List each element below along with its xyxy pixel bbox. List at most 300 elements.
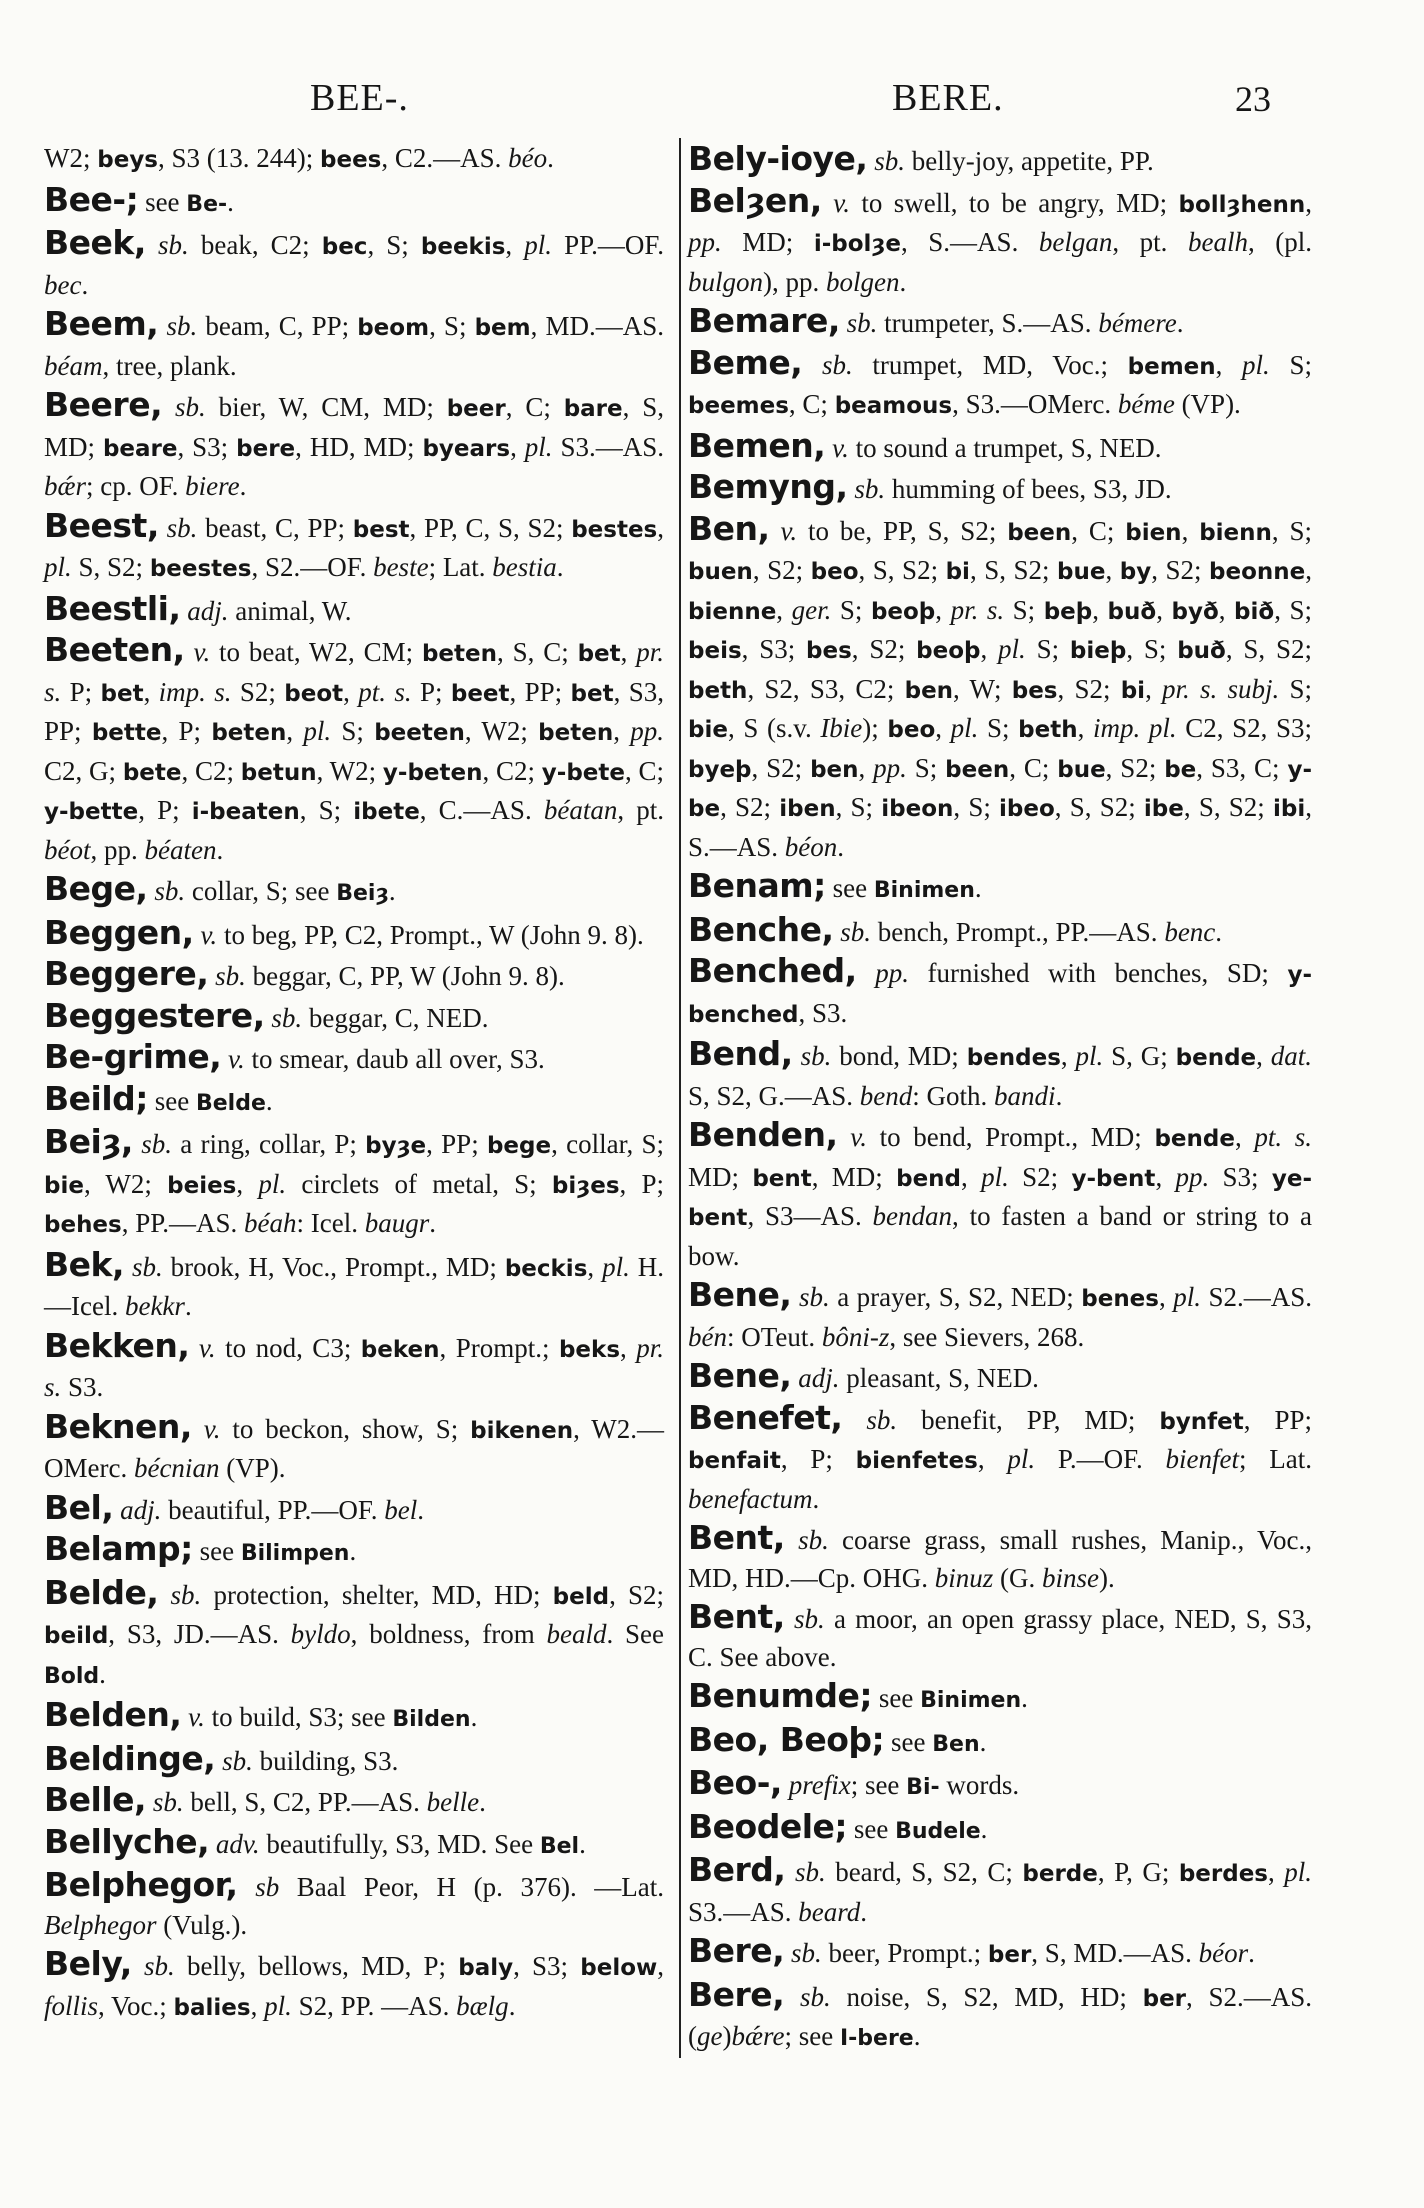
variant-form: ber	[1142, 1985, 1187, 2012]
headword: Belphegor,	[44, 1865, 238, 1904]
variant-form: bemen	[1127, 353, 1216, 380]
italic-text: pl.	[303, 716, 332, 746]
entry-definition: adj. animal, W.	[187, 595, 352, 626]
variant-form: berde	[1022, 1861, 1098, 1887]
headword: Belde,	[44, 1572, 159, 1612]
italic-text: bǽre	[731, 2021, 785, 2051]
dictionary-entry	[44, 1327, 664, 1407]
variant-form: beekis	[420, 234, 506, 260]
entry-definition: sb. bond, MD; bendes, pl. S, G; bende, dat. S, S2, G.—AS. bend: Goth. bandi.	[688, 1041, 1313, 1111]
variant-form: beld	[552, 1583, 610, 1610]
italic-text: béor	[1198, 1938, 1249, 1968]
cross-reference: Bilden	[392, 1707, 471, 1732]
headword: Belden,	[44, 1695, 182, 1734]
dictionary-entry	[688, 1035, 1312, 1115]
dictionary-entry	[688, 140, 1312, 181]
italic-text: beald	[546, 1619, 607, 1649]
italic-text: bec	[44, 269, 82, 300]
italic-text: sb.	[158, 230, 189, 260]
entry-definition: sb. a ring, collar, P; byȝe, PP; bege, collar, S; bie, W2; beies, pl. circlets of metal, S; biȝes, P; behes, PP.—AS. béah: Icel. baugr.	[44, 1129, 665, 1238]
entry-definition: see Belde.	[147, 1085, 273, 1116]
variant-form: buen	[688, 559, 753, 585]
italic-text: bienfet	[1165, 1444, 1239, 1474]
variant-form: benfait	[688, 1448, 781, 1474]
cross-reference: Binimen	[920, 1688, 1022, 1713]
cross-reference: Ben	[932, 1731, 980, 1757]
italic-text: v.	[203, 1413, 221, 1444]
cross-reference: Bel	[539, 1833, 580, 1859]
variant-form: been	[945, 756, 1010, 783]
entry-definition: v. to sound a trumpet, S, NED.	[832, 432, 1162, 463]
variant-form: bet	[100, 680, 144, 707]
dictionary-entry	[44, 631, 664, 869]
italic-text: imp. s.	[158, 676, 232, 707]
italic-text: belgan	[1038, 227, 1113, 257]
variant-form: beks	[558, 1336, 621, 1363]
italic-text: sb.	[174, 392, 206, 422]
italic-text: pl.	[998, 634, 1026, 664]
cross-reference: Budele	[895, 1818, 981, 1844]
variant-form: beare	[102, 435, 178, 462]
variant-form: below	[580, 1955, 658, 1981]
headword: Beggen,	[44, 912, 194, 952]
italic-text: v.	[780, 515, 798, 546]
entry-definition: sb. beak, C2; bec, S; beekis, pl. PP.—OF. bec.	[44, 230, 665, 300]
variant-form: ye-bent	[688, 1165, 1312, 1231]
italic-text: sb.	[794, 1857, 826, 1887]
variant-form: beken	[360, 1336, 440, 1363]
dictionary-entry	[44, 955, 664, 996]
entry-definition: sb. trumpet, MD, Voc.; bemen, pl. S; beemes, C; beamous, S3.—OMerc. béme (VP).	[688, 349, 1312, 419]
column-divider	[679, 138, 681, 2058]
italic-text: bén	[688, 1321, 727, 1352]
variant-form: bendes	[966, 1045, 1061, 1071]
italic-text: sb.	[166, 512, 198, 543]
headword: Bely,	[44, 1944, 132, 1983]
italic-text: pl.	[44, 552, 72, 582]
headword: Bekken,	[44, 1325, 190, 1365]
dictionary-entry	[44, 1945, 664, 2027]
right-column	[688, 140, 1312, 2059]
entry-definition: sb. a prayer, S, S2, NED; benes, pl. S2.—AS. bén: OTeut. bôni-z, see Sievers, 268.	[688, 1282, 1312, 1352]
italic-text: sb.	[166, 311, 198, 341]
variant-form: bue	[1057, 756, 1106, 783]
italic-text: sb.	[222, 1745, 253, 1776]
cross-reference: Bilimpen	[240, 1541, 350, 1566]
dictionary-entry	[688, 1808, 1312, 1851]
italic-text: pl.	[524, 431, 553, 462]
dictionary-entry	[44, 870, 664, 913]
variant-form: bienfetes	[855, 1448, 978, 1474]
italic-text: pl.	[1284, 1857, 1312, 1887]
dictionary-entry	[688, 1851, 1312, 1931]
italic-text: pp.	[1175, 1161, 1210, 1192]
italic-text: v.	[200, 919, 218, 950]
dictionary-entry	[44, 181, 664, 224]
dictionary-entry	[688, 1357, 1312, 1398]
dictionary-entry	[44, 1696, 664, 1739]
variant-form: bienne	[688, 598, 777, 625]
italic-text: sb.	[854, 474, 886, 504]
italic-text: bǽr	[44, 471, 87, 501]
variant-form: bi	[1120, 677, 1146, 704]
variant-form: beys	[97, 147, 158, 173]
variant-form: beth	[688, 677, 748, 704]
headword: Beo, Beoþ;	[688, 1719, 885, 1759]
headword: Belamp;	[44, 1529, 193, 1568]
italic-text: pl.	[1007, 1444, 1036, 1474]
headword: Bely-ioye,	[688, 139, 868, 178]
variant-form: bere	[236, 435, 296, 462]
dictionary-entry	[44, 997, 664, 1038]
dictionary-entry	[688, 1399, 1312, 1519]
dictionary-entry	[688, 344, 1312, 426]
variant-form: benes	[1081, 1286, 1159, 1312]
headword: Beeten,	[44, 630, 185, 669]
variant-form: ibeon	[881, 796, 954, 822]
entry-definition: sb. belly, bellows, MD, P; baly, S3; below, follis, Voc.; balies, pl. S2, PP. —AS. bælg.	[44, 1951, 664, 2021]
variant-form: y-beten	[382, 759, 483, 786]
italic-text: sb.	[874, 146, 905, 176]
entry-definition: sb. benefit, PP, MD; bynfet, PP; benfait, P; bienfetes, pl. P.—OF. bienfet; Lat. benefactum.	[688, 1404, 1312, 1514]
variant-form: bið	[1234, 598, 1275, 625]
entry-definition: see Bilimpen.	[192, 1536, 357, 1566]
variant-form: bende	[1154, 1126, 1235, 1152]
variant-form: ibete	[353, 799, 420, 825]
variant-form: buð	[1177, 638, 1226, 664]
headword: Berd,	[688, 1850, 786, 1889]
variant-form: beo	[810, 559, 859, 585]
headword: Benden,	[688, 1115, 838, 1154]
dictionary-entry	[44, 1246, 664, 1326]
italic-text: pp.	[875, 958, 909, 988]
italic-text: sb.	[798, 1282, 830, 1312]
italic-text: béam	[44, 350, 103, 381]
italic-text: bel	[384, 1494, 418, 1525]
italic-text: adj.	[187, 595, 229, 626]
italic-text: sb.	[794, 1604, 825, 1634]
variant-form: bem	[474, 315, 531, 341]
headword: Beme,	[688, 342, 803, 382]
dictionary-entry	[688, 1976, 1312, 2058]
variant-form: byeþ	[688, 756, 752, 783]
entry-definition: v. to be, PP, S, S2; been, C; bien, bienn, S; buen, S2; beo, S, S2; bi, S, S2; bue, by, S2; beonne, bienne, ger. S; beoþ, pr. s. S; beþ, buð, byð, bið, S; beis, S3; bes, S2; beoþ, pl. S; bieþ, S; buð, S, S2; beth, S2, S3, C2; ben, W; bes, S2; bi, pr. s. subj. S; bie, S (s.v. Ibie); beo, pl. S; beth, imp. pl. C2, S2, S3; byeþ, S2; ben, pp. S; been, C; bue, S2; be, S3, C; y-be, S2; iben, S; ibeon, S; ibeo, S, S2; ibe, S, S2; ibi, S.—AS. béon.	[688, 515, 1313, 862]
entry-definition: sb. beam, C, PP; beom, S; bem, MD.—AS. béam, tree, plank.	[44, 311, 664, 381]
italic-text: bælg	[456, 1990, 509, 2021]
headword: Benche,	[688, 909, 834, 949]
headword: Bere,	[688, 1974, 785, 2014]
page-number: 23	[1235, 79, 1271, 119]
italic-text: béah	[244, 1208, 297, 1238]
entry-definition: sb. a moor, an open grassy place, NED, S, S3, C. See above.	[688, 1604, 1313, 1672]
headword: Beggestere,	[44, 995, 265, 1035]
variant-form: beth	[1018, 717, 1078, 743]
italic-text: adj.	[798, 1363, 840, 1393]
entry-definition: see Binimen.	[872, 1683, 1028, 1713]
variant-form: beþ	[1043, 598, 1093, 625]
headword: Bere,	[688, 1931, 785, 1970]
headword: Belȝen,	[688, 180, 822, 220]
italic-text: sb.	[271, 1002, 303, 1033]
italic-text: sb.	[131, 1251, 163, 1282]
italic-text: pl.	[258, 1168, 287, 1199]
italic-text: pl.	[1242, 349, 1270, 380]
variant-form: bec	[321, 234, 368, 260]
headword: Beek,	[44, 223, 146, 262]
headword: Bent,	[688, 1518, 785, 1557]
italic-text: pl.	[950, 713, 979, 743]
headword: Beggere,	[44, 954, 209, 993]
italic-text: prefix	[788, 1770, 851, 1800]
italic-text: pt. s.	[358, 676, 412, 707]
variant-form: beild	[44, 1623, 109, 1649]
variant-form: ibe	[1143, 796, 1184, 822]
variant-form: bend	[896, 1165, 962, 1192]
italic-text: sb.	[154, 876, 186, 906]
italic-text: sb.	[846, 308, 878, 338]
entry-definition: sb. beer, Prompt.; ber, S, MD.—AS. béor.	[790, 1938, 1255, 1968]
dictionary-entry	[44, 1080, 664, 1123]
variant-form: bes	[1011, 677, 1058, 704]
entry-definition: see Ben.	[884, 1726, 987, 1757]
variant-form: i-bolȝe	[813, 231, 901, 257]
headword: Benumde;	[688, 1676, 873, 1715]
entry-definition: sb. brook, H, Voc., Prompt., MD; beckis, pl. H.—Icel. bekkr.	[44, 1251, 665, 1321]
entry-definition: v. to nod, C3; beken, Prompt.; beks, pr. s. S3.	[44, 1332, 665, 1402]
entry-definition: v. to beckon, show, S; bikenen, W2.—OMerc. bécnian (VP).	[44, 1413, 665, 1483]
entry-definition: see Be-.	[138, 186, 234, 217]
italic-text: pl.	[264, 1990, 292, 2021]
variant-form: bestes	[571, 516, 658, 543]
dictionary-entry	[44, 386, 664, 506]
italic-text: imp. pl.	[1092, 713, 1177, 743]
italic-text: bestia	[492, 552, 557, 582]
entry-definition: W2; beys, S3 (13. 244); bees, C2.—AS. béo.	[44, 143, 554, 173]
entry-definition: sb. beast, C, PP; best, PP, C, S, S2; bestes, pl. S, S2; beestes, S2.—OF. beste; Lat. bestia.	[44, 512, 664, 582]
italic-text: béo	[508, 143, 548, 173]
headword: Belle,	[44, 1780, 147, 1819]
variant-form: ibi	[1273, 796, 1306, 822]
italic-text: bekkr	[124, 1291, 185, 1321]
variant-form: bet	[570, 680, 614, 707]
variant-form: beet	[450, 680, 510, 707]
dictionary-entry	[44, 1408, 664, 1488]
cross-reference: Beiȝ	[336, 881, 389, 906]
variant-form: betun	[240, 759, 317, 786]
italic-text: sb.	[822, 349, 853, 380]
cross-reference: I-bere	[839, 2026, 914, 2051]
cross-reference: Belde	[195, 1090, 266, 1116]
dictionary-entry	[688, 1598, 1312, 1676]
variant-form: bie	[688, 717, 728, 743]
italic-text: bôni-z	[821, 1321, 890, 1352]
italic-text: dat.	[1270, 1041, 1313, 1071]
italic-text: v.	[833, 187, 850, 218]
italic-text: pp.	[688, 227, 722, 257]
dictionary-entry	[688, 468, 1312, 509]
variant-form: beten	[421, 641, 497, 667]
dictionary-entry	[44, 1123, 664, 1245]
italic-text: binuz	[934, 1562, 994, 1593]
italic-text: bémere	[1098, 308, 1177, 338]
italic-text: bolgen	[826, 266, 900, 297]
italic-text: sb.	[790, 1938, 822, 1968]
headword: Beodele;	[688, 1806, 848, 1846]
variant-form: beamous	[834, 393, 953, 419]
dictionary-entry	[44, 1781, 664, 1822]
dictionary-entry	[688, 867, 1312, 910]
variant-form: bent	[752, 1165, 812, 1192]
variant-form: y-bete	[541, 759, 625, 786]
variant-form: bienn	[1199, 519, 1272, 546]
variant-form: beo	[887, 717, 936, 743]
variant-form: byears	[422, 435, 511, 462]
italic-text: sb.	[152, 1787, 184, 1817]
italic-text: Ibie	[820, 713, 863, 743]
variant-form: beom	[357, 315, 430, 341]
italic-text: Belphegor	[44, 1909, 157, 1940]
running-head-right: BERE.	[892, 77, 1004, 119]
italic-text: béme	[1117, 389, 1175, 419]
dictionary-entry	[688, 510, 1312, 867]
italic-text: pl.	[602, 1251, 630, 1282]
entry-definition: pp. furnished with benches, SD; y-benched, S3.	[688, 958, 1312, 1028]
italic-text: sb.	[866, 1404, 898, 1435]
italic-text: béaten	[144, 834, 217, 865]
italic-text: sb	[255, 1872, 280, 1902]
variant-form: iben	[779, 796, 836, 822]
italic-text: sb.	[798, 1525, 829, 1555]
dictionary-entry	[44, 590, 664, 631]
dictionary-entry	[44, 224, 664, 304]
entry-definition: v. to beg, PP, C2, Prompt., W (John 9. 8).	[200, 919, 644, 950]
headword: Bel,	[44, 1487, 114, 1527]
entry-definition: see Binimen.	[825, 873, 982, 903]
italic-text: v.	[193, 637, 211, 667]
entry-definition: sb Baal Peor, H (p. 376). —Lat. Belphegor (Vulg.).	[44, 1872, 664, 1940]
variant-form: y-bent	[1071, 1165, 1156, 1192]
variant-form: bare	[563, 396, 623, 422]
variant-form: best	[352, 516, 410, 543]
italic-text: baugr	[364, 1208, 430, 1238]
entry-definition: adv. beautifully, S3, MD. See Bel.	[215, 1828, 586, 1859]
italic-text: bendan	[872, 1201, 953, 1231]
italic-text: follis	[44, 1990, 99, 2021]
dictionary-entry	[688, 302, 1312, 343]
variant-form: ben	[904, 677, 954, 704]
italic-text: belle	[426, 1787, 480, 1817]
italic-text: ge	[697, 2021, 723, 2051]
dictionary-entry	[44, 1866, 664, 1944]
entry-definition: sb. belly-joy, appetite, PP.	[874, 146, 1154, 176]
dictionary-entry	[44, 1823, 664, 1866]
entry-definition: sb. bell, S, C2, PP.—AS. belle.	[152, 1787, 486, 1817]
italic-text: sb.	[840, 916, 872, 947]
italic-text: pl.	[1173, 1282, 1201, 1312]
dictionary-entry	[688, 427, 1312, 468]
variant-form: byð	[1171, 598, 1219, 625]
variant-form: beer	[446, 396, 506, 422]
headword: Bene,	[688, 1356, 792, 1395]
italic-text: sb.	[144, 1951, 175, 1981]
headword: Benam;	[688, 866, 826, 905]
entry-definition: sb. noise, S, S2, MD, HD; ber, S2.—AS. (ge)bǽre; see I-bere.	[688, 1981, 1313, 2051]
italic-text: v.	[850, 1122, 867, 1152]
headword: Beest,	[44, 505, 159, 545]
variant-form: beten	[538, 720, 614, 746]
headword: Beo-,	[688, 1763, 782, 1802]
entry-definition: sb. coarse grass, small rushes, Manip., Voc., MD, HD.—Cp. OHG. binuz (G. binse).	[688, 1525, 1313, 1593]
italic-text: pl.	[1075, 1041, 1104, 1071]
variant-form: beies	[167, 1172, 237, 1199]
italic-text: bealh	[1187, 227, 1248, 257]
variant-form: beis	[688, 638, 742, 664]
entry-definition: sb. building, S3.	[222, 1745, 399, 1776]
headword: Beestli,	[44, 588, 181, 628]
variant-form: beoþ	[870, 598, 936, 625]
variant-form: beten	[211, 720, 287, 746]
italic-text: bandi	[994, 1080, 1056, 1111]
entry-definition: sb. collar, S; see Beiȝ.	[154, 876, 396, 906]
dictionary-entry	[688, 1519, 1312, 1597]
italic-text: adj.	[120, 1494, 162, 1525]
variant-form: bie	[44, 1172, 84, 1199]
headword: Beldinge,	[44, 1738, 216, 1778]
italic-text: sb.	[170, 1579, 202, 1610]
entry-definition: v. to smear, daub all over, S3.	[228, 1044, 545, 1074]
cross-reference: Bi-	[906, 1775, 940, 1800]
variant-form: beot	[284, 680, 344, 707]
italic-text: adv.	[215, 1828, 260, 1859]
left-column	[44, 140, 664, 2028]
dictionary-entry	[688, 911, 1312, 952]
italic-text: biere	[185, 471, 240, 501]
entry-definition: v. to beat, W2, CM; beten, S, C; bet, pr. s. P; bet, imp. s. S2; beot, pt. s. P; beet, PP; bet, S3, PP; bette, P; beten, pl. S; beeten, W2; beten, pp. C2, G; bete, C2; betun, W2; y-beten, C2; y-bete, C; y-bette, P; i-beaten, S; ibete, C.—AS. béatan, pt. béot, pp. béaten.	[44, 637, 665, 865]
italic-text: beard	[798, 1896, 861, 1927]
dictionary-entry	[688, 1764, 1312, 1807]
italic-text: sb.	[215, 961, 246, 991]
italic-text: pt. s.	[1254, 1122, 1313, 1152]
headword: Bemare,	[688, 301, 840, 340]
headword: Bent,	[688, 1597, 785, 1636]
headword: Bend,	[688, 1034, 793, 1073]
variant-form: bikenen	[470, 1417, 574, 1444]
variant-form: be	[1164, 756, 1197, 783]
italic-text: béot	[44, 834, 91, 865]
variant-form: ben	[810, 756, 859, 783]
running-head-left: BEE-.	[310, 77, 409, 119]
headword: Bege,	[44, 869, 148, 908]
variant-form: bue	[1057, 559, 1106, 585]
dictionary-entry	[44, 305, 664, 385]
variant-form: beonne	[1209, 559, 1306, 585]
dictionary-entry	[688, 182, 1312, 302]
entry-definition: v. to swell, to be angry, MD; bollȝhenn, pp. MD; i-bolȝe, S.—AS. belgan, pt. bealh, (pl. bulgon), pp. bolgen.	[688, 187, 1313, 297]
italic-text: pp.	[873, 752, 907, 783]
italic-text: sb.	[799, 1981, 831, 2012]
variant-form: ibeo	[999, 796, 1055, 822]
italic-text: pl.	[524, 230, 553, 260]
entry-definition: sb. bench, Prompt., PP.—AS. benc.	[840, 916, 1223, 947]
entry-definition: see Budele.	[847, 1813, 988, 1844]
italic-text: binse	[1042, 1562, 1100, 1593]
headword: Bellyche,	[44, 1821, 210, 1861]
variant-form: bende	[1175, 1045, 1257, 1071]
entry-definition: prefix; see Bi- words.	[788, 1770, 1020, 1800]
dictionary-entry	[688, 1932, 1312, 1975]
variant-form: bollȝhenn	[1178, 191, 1306, 218]
variant-form: baly	[458, 1955, 514, 1981]
